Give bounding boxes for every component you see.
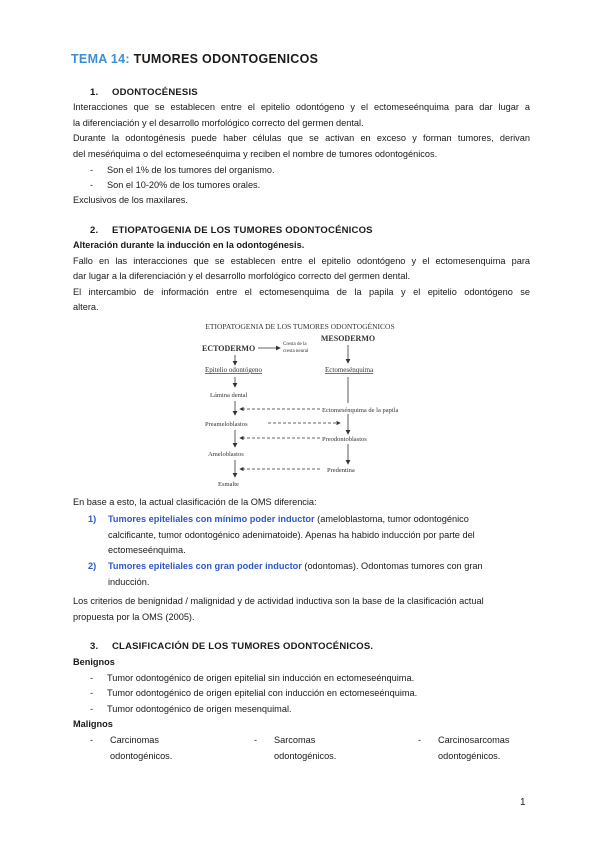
list-item: 1) Tumores epiteliales con mínimo poder inductor (ameloblastoma, tumor odontogénico calcificante, tumor odontogénico adenimatoide). Apenas ha habido inducción por parte del ectomeseénquima. bbox=[88, 514, 475, 555]
page-number: 1 bbox=[520, 797, 526, 808]
diagram-lamina: Lámina dental bbox=[210, 392, 248, 399]
diagram-ectopapila: Ectomesénquima de la papila bbox=[322, 407, 399, 414]
diagram-predentina: Predentina bbox=[327, 467, 355, 474]
malignos-label: Malignos bbox=[73, 719, 113, 729]
diagram-cresta-2: cresta neural bbox=[283, 349, 309, 354]
etiopatogenia-diagram bbox=[170, 319, 430, 489]
section-1-body: Interacciones que se establecen entre el epitelio odontógeno y el ectomeseénquima para dar lugar a la diferenciación y el desarrollo morfológico correcto del germen dental. Durante la odontogénesis puede haber células que se activan en exceso y forman tumores, derivan del meséńquima o del ectomeseénquima y reciben el nombre de tumores odontogénicos. bbox=[73, 102, 530, 159]
diagram-ectomes: Ectomesénquima bbox=[325, 366, 374, 374]
list-item: 2) Tumores epiteliales con gran poder inductor (odontomas). Odontomas tumores con gran inducción. bbox=[88, 561, 483, 587]
section-1-tail: Exclusivos de los maxilares. bbox=[73, 195, 188, 205]
diagram-preodontoblastos: Preodontoblastos bbox=[322, 436, 367, 443]
classification-intro: En base a esto, la actual clasificación de la OMS diferencia: bbox=[73, 497, 317, 507]
title-text: TUMORES ODONTOGENICOS bbox=[133, 52, 319, 66]
diagram-cresta-1: Cresta de la bbox=[283, 342, 307, 347]
page-title bbox=[71, 52, 318, 66]
diagram-mesodermo: MESODERMO bbox=[320, 334, 376, 343]
classification-closing: Los criterios de benignidad / malignidad y de actividad inductiva son la base de la clasificación actual propuesta por la OMS (2005). bbox=[73, 596, 484, 622]
title-tema: TEMA 14: bbox=[71, 52, 130, 66]
diagram-title: ETIOPATOGENIA DE LOS TUMORES ODONTOGÉNICOS bbox=[205, 322, 395, 331]
document-page: TEMA 14: TUMORES ODONTOGENICOS 1. ODONTOCÉNESIS Interacciones que se establecen entre el epitelio odontógeno y el ectomeseénquima para dar lugar a la diferenciación y el desarrollo morfológico correcto del germen dental. Durante la odontogénesis puede haber células que se activan en exceso y forman tumores, derivan del meséńquima o del ectomeseénquima y reciben el nombre de tumores odontogénicos. - Son el 1% de los tumores del organismo. - Son el 10-20% de los tumores orales. Exclusivos de los maxilares. 2. ETIOPATOGENIA DE LOS TUMORES ODONTOCÉNICOS Alteración durante la inducción en la odontogénesis. Fallo en las interacciones que se establecen entre el epitelio odontógeno y el ectomesenquima para dar lugar a la diferenciación y el desarrollo morfológico correcto del germen dental. El intercambio de información entre el ectomesenquima de la papila y el epitelio odontógeno se altera. ETIOPATOGENIA DE LOS TUMORES ODONTOGÉNICOS MESODERMO ECTODERMO Cresta de la cresta neural Epitelio odontógeno Ectomesénquima Lámina dental Ectomesénquima de la papila Preameloblastos Preodontoblastos Ameloblastos Predentina Esmalte En base a esto, la actual clasificación de la OMS diferencia: 1) Tumores epiteliales con mínimo poder inductor (ameloblastoma, tumor odontogénico calcificante, tumor odontogénico adenimatoide). Apenas ha habido inducción por parte del ectomeseénquima. 2) Tumores epiteliales con gran poder inductor (odontomas). Odontomas tumores con gran inducción. Los criterios de benignidad / malignidad y de actividad inductiva son la base de la clasificación actual propuesta por la OMS (2005). 3. CLASIFICACIÓN DE LOS TUMORES ODONTOCÉNICOS. Benignos - Tumor odontogénico de origen epitelial sin inducción en ectomeseénquima. - Tumor odontogénico de origen epitelial con inducción en ectomeseénquima. - Tumor odontogénico de origen mesenquimal. Malignos - Carcinomas odontogénicos. - Sarcomas odontogénicos. - Carcinosarcomas odontogénicos. 1 bbox=[71, 52, 530, 808]
diagram-epitelio: Epitelio odontógeno bbox=[205, 366, 262, 374]
diagram-preameloblastos: Preameloblastos bbox=[205, 421, 248, 428]
section-2-body: Alteración durante la inducción en la odontogénesis. Fallo en las interacciones que se establecen entre el epitelio odontógeno y el ectomesenquima para dar lugar a la diferenciación y el desarrollo morfológico correcto del germen dental. El intercambio de información entre el ectomesenquima de la papila y el epitelio odontógeno se altera. bbox=[73, 240, 530, 312]
diagram-esmalte: Esmalte bbox=[218, 481, 239, 488]
benignos-label: Benignos bbox=[73, 657, 115, 667]
diagram-ameloblastos: Ameloblastos bbox=[208, 451, 244, 458]
diagram-ectodermo: ECTODERMO bbox=[202, 344, 256, 353]
